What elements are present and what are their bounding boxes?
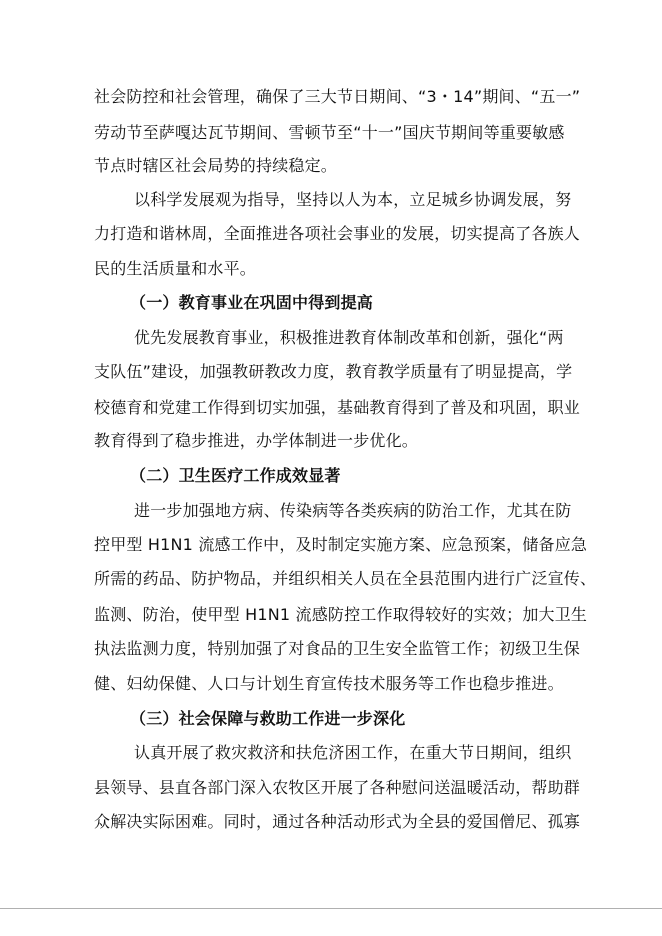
text-line: 众解决实际困难。同时，通过各种活动形式为全县的爱国僧尼、孤寡 <box>94 812 581 831</box>
section-heading-social-security: （三）社会保障与救助工作进一步深化 <box>130 709 406 728</box>
paragraph-first-line: 以科学发展观为指导，坚持以人为本，立足城乡协调发展，努 <box>134 190 572 209</box>
text-line: 所需的药品、防护物品，并组织相关人员在全县范围内进行广泛宣传、 <box>94 569 597 588</box>
section-heading-education: （一）教育事业在巩固中得到提高 <box>130 293 374 312</box>
text-line: 节点时辖区社会局势的持续稳定。 <box>94 156 338 175</box>
text-line: 控甲型 H1N1 流感工作中，及时制定实施方案、应急预案，储备应急 <box>94 535 588 554</box>
text-line: 校德育和党建工作得到切实加强，基础教育得到了普及和巩固，职业 <box>94 398 581 417</box>
text-line: 劳动节至萨嘎达瓦节期间、雪顿节至“十一”国庆节期间等重要敏感 <box>94 123 565 142</box>
text-line: 执法监测力度，特别加强了对食品的卫生安全监管工作；初级卫生保 <box>94 639 581 658</box>
text-line: 监测、防治，使甲型 H1N1 流感防控工作取得较好的实效；加大卫生 <box>94 605 588 624</box>
text-line: 县领导、县直各部门深入农牧区开展了各种慰问送温暖活动，帮助群 <box>94 778 581 797</box>
text-line: 社会防控和社会管理，确保了三大节日期间、“3・14”期间、“五一” <box>94 87 581 106</box>
text-line: 教育得到了稳步推进，办学体制进一步优化。 <box>94 431 419 450</box>
page-bottom-divider <box>0 908 662 909</box>
section-heading-health: （二）卫生医疗工作成效显著 <box>130 466 341 485</box>
text-line: 支队伍”建设，加强教研教改力度，教育教学质量有了明显提高，学 <box>94 362 573 381</box>
text-line: 民的生活质量和水平。 <box>94 259 257 278</box>
text-line: 健、妇幼保健、人口与计划生育宣传技术服务等工作也稳步推进。 <box>94 674 564 693</box>
text-line: 力打造和谐林周，全面推进各项社会事业的发展，切实提高了各族人 <box>94 224 581 243</box>
paragraph-first-line: 认真开展了救灾救济和扶危济困工作，在重大节日期间，组织 <box>134 743 572 762</box>
paragraph-first-line: 进一步加强地方病、传染病等各类疾病的防治工作，尤其在防 <box>134 501 572 520</box>
paragraph-first-line: 优先发展教育事业，积极推进教育体制改革和创新，强化“两 <box>134 328 564 347</box>
